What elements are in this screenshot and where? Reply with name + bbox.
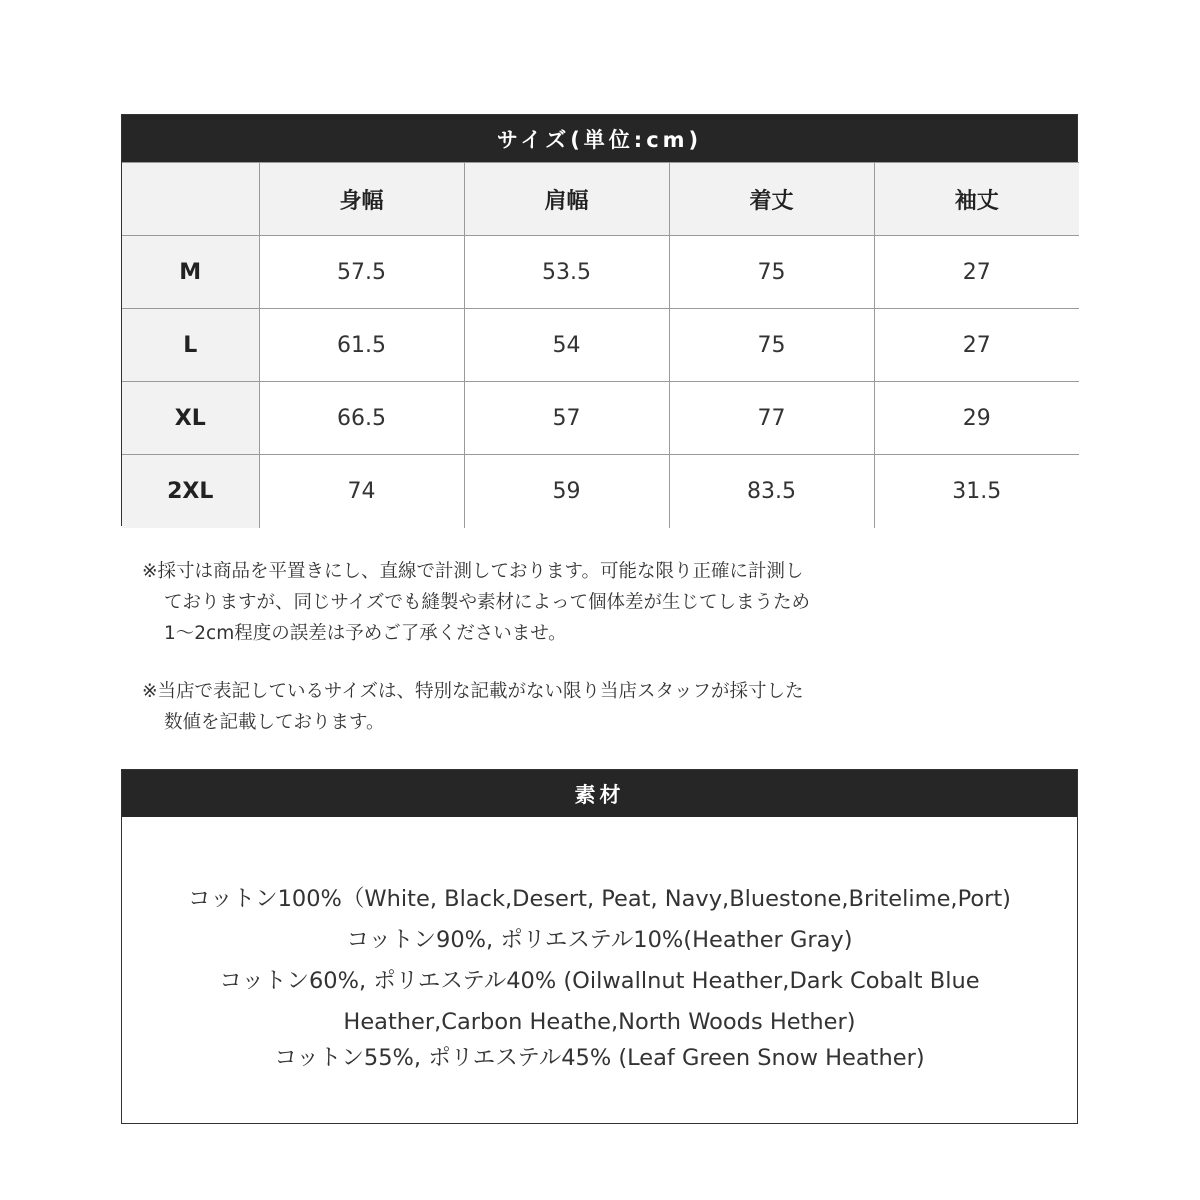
table-cell: 61.5: [259, 309, 464, 382]
size-chart-title: サイズ(単位:cm): [122, 115, 1077, 162]
table-cell: 27: [874, 236, 1079, 309]
size-chart: [121, 114, 1078, 526]
material-line: コットン90%, ポリエステル10%(Heather Gray): [346, 927, 853, 953]
table-row: [122, 382, 1079, 455]
note-size-source: [142, 676, 902, 738]
table-cell: 57.5: [259, 236, 464, 309]
table-row: [122, 455, 1079, 528]
table-cell: 77: [669, 382, 874, 455]
note-measurement-method: [142, 556, 902, 649]
size-table: [122, 162, 1079, 528]
table-cell: 74: [259, 455, 464, 528]
table-cell: 57: [464, 382, 669, 455]
table-cell: 83.5: [669, 455, 874, 528]
table-cell: 27: [874, 309, 1079, 382]
material-line: コットン60%, ポリエステル40% (Oilwallnut Heather,Dark Cobalt Blue Heather,Carbon Heathe,North Woods Hether): [219, 968, 980, 1035]
column-header-length: 着丈: [669, 163, 874, 236]
column-header-body-width: 身幅: [259, 163, 464, 236]
note-line: ※採寸は商品を平置きにし、直線で計測しております。可能な限り正確に計測し: [142, 561, 804, 582]
table-cell: 29: [874, 382, 1079, 455]
table-row: [122, 309, 1079, 382]
table-row: [122, 236, 1079, 309]
column-header-shoulder-width: 肩幅: [464, 163, 669, 236]
note-line: ※当店で表記しているサイズは、特別な記載がない限り当店スタッフが採寸した: [142, 681, 804, 702]
size-table-corner-cell: [122, 163, 259, 236]
table-cell: 31.5: [874, 455, 1079, 528]
table-cell: 53.5: [464, 236, 669, 309]
material-section: [121, 769, 1078, 1124]
size-label: 2XL: [122, 455, 259, 528]
table-cell: 75: [669, 309, 874, 382]
column-header-sleeve-length: 袖丈: [874, 163, 1079, 236]
size-label: XL: [122, 382, 259, 455]
note-line: 数値を記載しております。: [164, 712, 385, 733]
measurement-notes: [142, 556, 902, 765]
table-cell: 66.5: [259, 382, 464, 455]
material-title: 素材: [122, 770, 1077, 817]
size-label: L: [122, 309, 259, 382]
size-label: M: [122, 236, 259, 309]
note-line: ておりますが、同じサイズでも縫製や素材によって個体差が生じてしまうため: [164, 592, 811, 613]
note-line: 1〜2cm程度の誤差は予めご了承くださいませ。: [164, 623, 567, 644]
table-cell: 59: [464, 455, 669, 528]
material-body: [122, 817, 1077, 1123]
material-line: コットン100%（White, Black,Desert, Peat, Navy,Bluestone,Britelime,Port): [188, 886, 1011, 912]
table-cell: 75: [669, 236, 874, 309]
size-table-header-row: [122, 163, 1079, 236]
material-line: コットン55%, ポリエステル45% (Leaf Green Snow Heather): [274, 1045, 925, 1071]
table-cell: 54: [464, 309, 669, 382]
